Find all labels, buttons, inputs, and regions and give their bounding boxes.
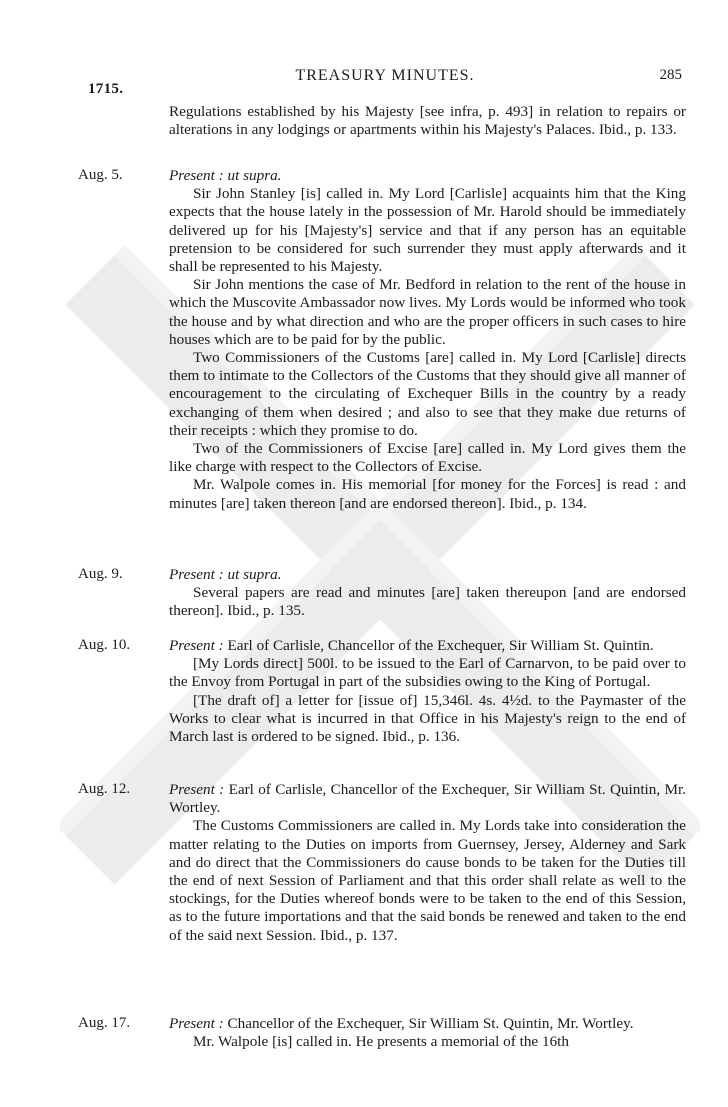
present-label: Present :: [169, 167, 224, 184]
paragraph: [The draft of] a letter for [issue of] 15,346l. 4s. 4½d. to the Paymaster of the Works to clear what is incurred in that Office in his Majesty's reign to the end of March last is ordered to be signed. Ibid., p. 136.: [169, 691, 686, 746]
minute-entry-aug-9: [70, 566, 688, 621]
paragraph: Mr. Walpole comes in. His memorial [for money for the Forces] is read : and minutes [are] taken thereon [and are endorsed thereon]. Ibid., p. 134.: [169, 476, 686, 512]
paragraph: Sir John mentions the case of Mr. Bedford in relation to the rent of the house in which the Muscovite Ambassador now lives. My Lords would be informed who took the house and by what direction and who are the proper officers in such cases to hire houses which are to be paid for by the public.: [169, 276, 686, 348]
entry-body: [169, 103, 686, 139]
present-label: Present :: [169, 1015, 224, 1032]
present-label: Present :: [169, 781, 225, 798]
present-line: [169, 167, 686, 185]
entry-body: [169, 167, 686, 513]
paragraph: Several papers are read and minutes [are] taken thereupon [and are endorsed thereon]. Ibid., p. 135.: [169, 584, 686, 620]
present-line: [169, 781, 686, 817]
present-attendees: Earl of Carlisle, Chancellor of the Exchequer, Sir William St. Quintin.: [227, 637, 654, 654]
entry-body: [169, 566, 686, 621]
entry-body: [169, 1015, 686, 1051]
running-head-title: TREASURY MINUTES.: [295, 67, 475, 84]
paragraph: [My Lords direct] 500l. to be issued to the Earl of Carnarvon, to be paid over to the Envoy from Portugal in part of the subsidies owing to the King of Portugal.: [169, 655, 686, 691]
entry-date: Aug. 17.: [78, 1015, 131, 1031]
minute-entry-aug-5: [70, 167, 688, 513]
paragraph: Sir John Stanley [is] called in. My Lord [Carlisle] acquaints him that the King expects that the house lately in the possession of Mr. Harold should be immediately delivered up for his [Majesty's] service and that if any person has an equitable pretension to be considered for such surrender they must apply afterwards and it shall be represented to his Majesty.: [169, 185, 686, 276]
page-number: 285: [659, 67, 682, 83]
paragraph: Two Commissioners of the Customs [are] called in. My Lord [Carlisle] directs them to intimate to the Collectors of the Customs that they should give all manner of encouragement to the circulating of Exchequer Bills in the country by a ready exchanging of them when desired ; and also to see that they make due returns of their receipts : which they promise to do.: [169, 349, 686, 439]
running-head: [88, 67, 682, 97]
paragraph: Two of the Commissioners of Excise [are] called in. My Lord gives them the like charge with respect to the Collectors of Excise.: [169, 440, 686, 476]
entry-body: [169, 781, 686, 945]
paragraph: Regulations established by his Majesty [see infra, p. 493] in relation to repairs or alterations in any lodgings or apartments within his Majesty's Palaces. Ibid., p. 133.: [169, 103, 686, 139]
entry-date: Aug. 9.: [78, 566, 123, 582]
minute-entry-aug-12: [70, 781, 688, 945]
present-label: Present :: [169, 637, 224, 654]
paragraph: The Customs Commissioners are called in. My Lords take into consideration the matter relating to the Duties on imports from Guernsey, Jersey, Alderney and Sark and do direct that the Commissioners do cause bonds to be taken for the Duties till the end of next Session of Parliament and that this order shall relate as well to the stockings, for the Duties whereof bonds were to be taken to the end of this Session, as to the future importations and that the said bonds be renewed and taken to the end of the said next Session. Ibid., p. 137.: [169, 817, 686, 944]
minute-entry-aug-17: [70, 1015, 688, 1051]
present-attendees: ut supra.: [227, 167, 282, 184]
present-attendees: Earl of Carlisle, Chancellor of the Exchequer, Sir William St. Quintin, Mr. Wortley.: [169, 781, 687, 817]
paragraph: Mr. Walpole [is] called in. He presents a memorial of the 16th: [193, 1033, 569, 1051]
minute-entry-aug-10: [70, 637, 688, 746]
entry-date: Aug. 12.: [78, 781, 131, 797]
present-label: Present :: [169, 566, 224, 583]
entry-date: Aug. 5.: [78, 167, 123, 183]
present-line: [169, 637, 686, 655]
present-attendees: ut supra.: [227, 566, 282, 583]
present-line: [169, 1015, 686, 1033]
present-line: [169, 566, 686, 584]
present-attendees: Chancellor of the Exchequer, Sir William St. Quintin, Mr. Wortley.: [227, 1015, 634, 1032]
entry-body: [169, 637, 686, 746]
entry-date: Aug. 10.: [78, 637, 131, 653]
running-head-year: 1715.: [88, 81, 124, 97]
minute-entry-continuation: [70, 103, 688, 139]
